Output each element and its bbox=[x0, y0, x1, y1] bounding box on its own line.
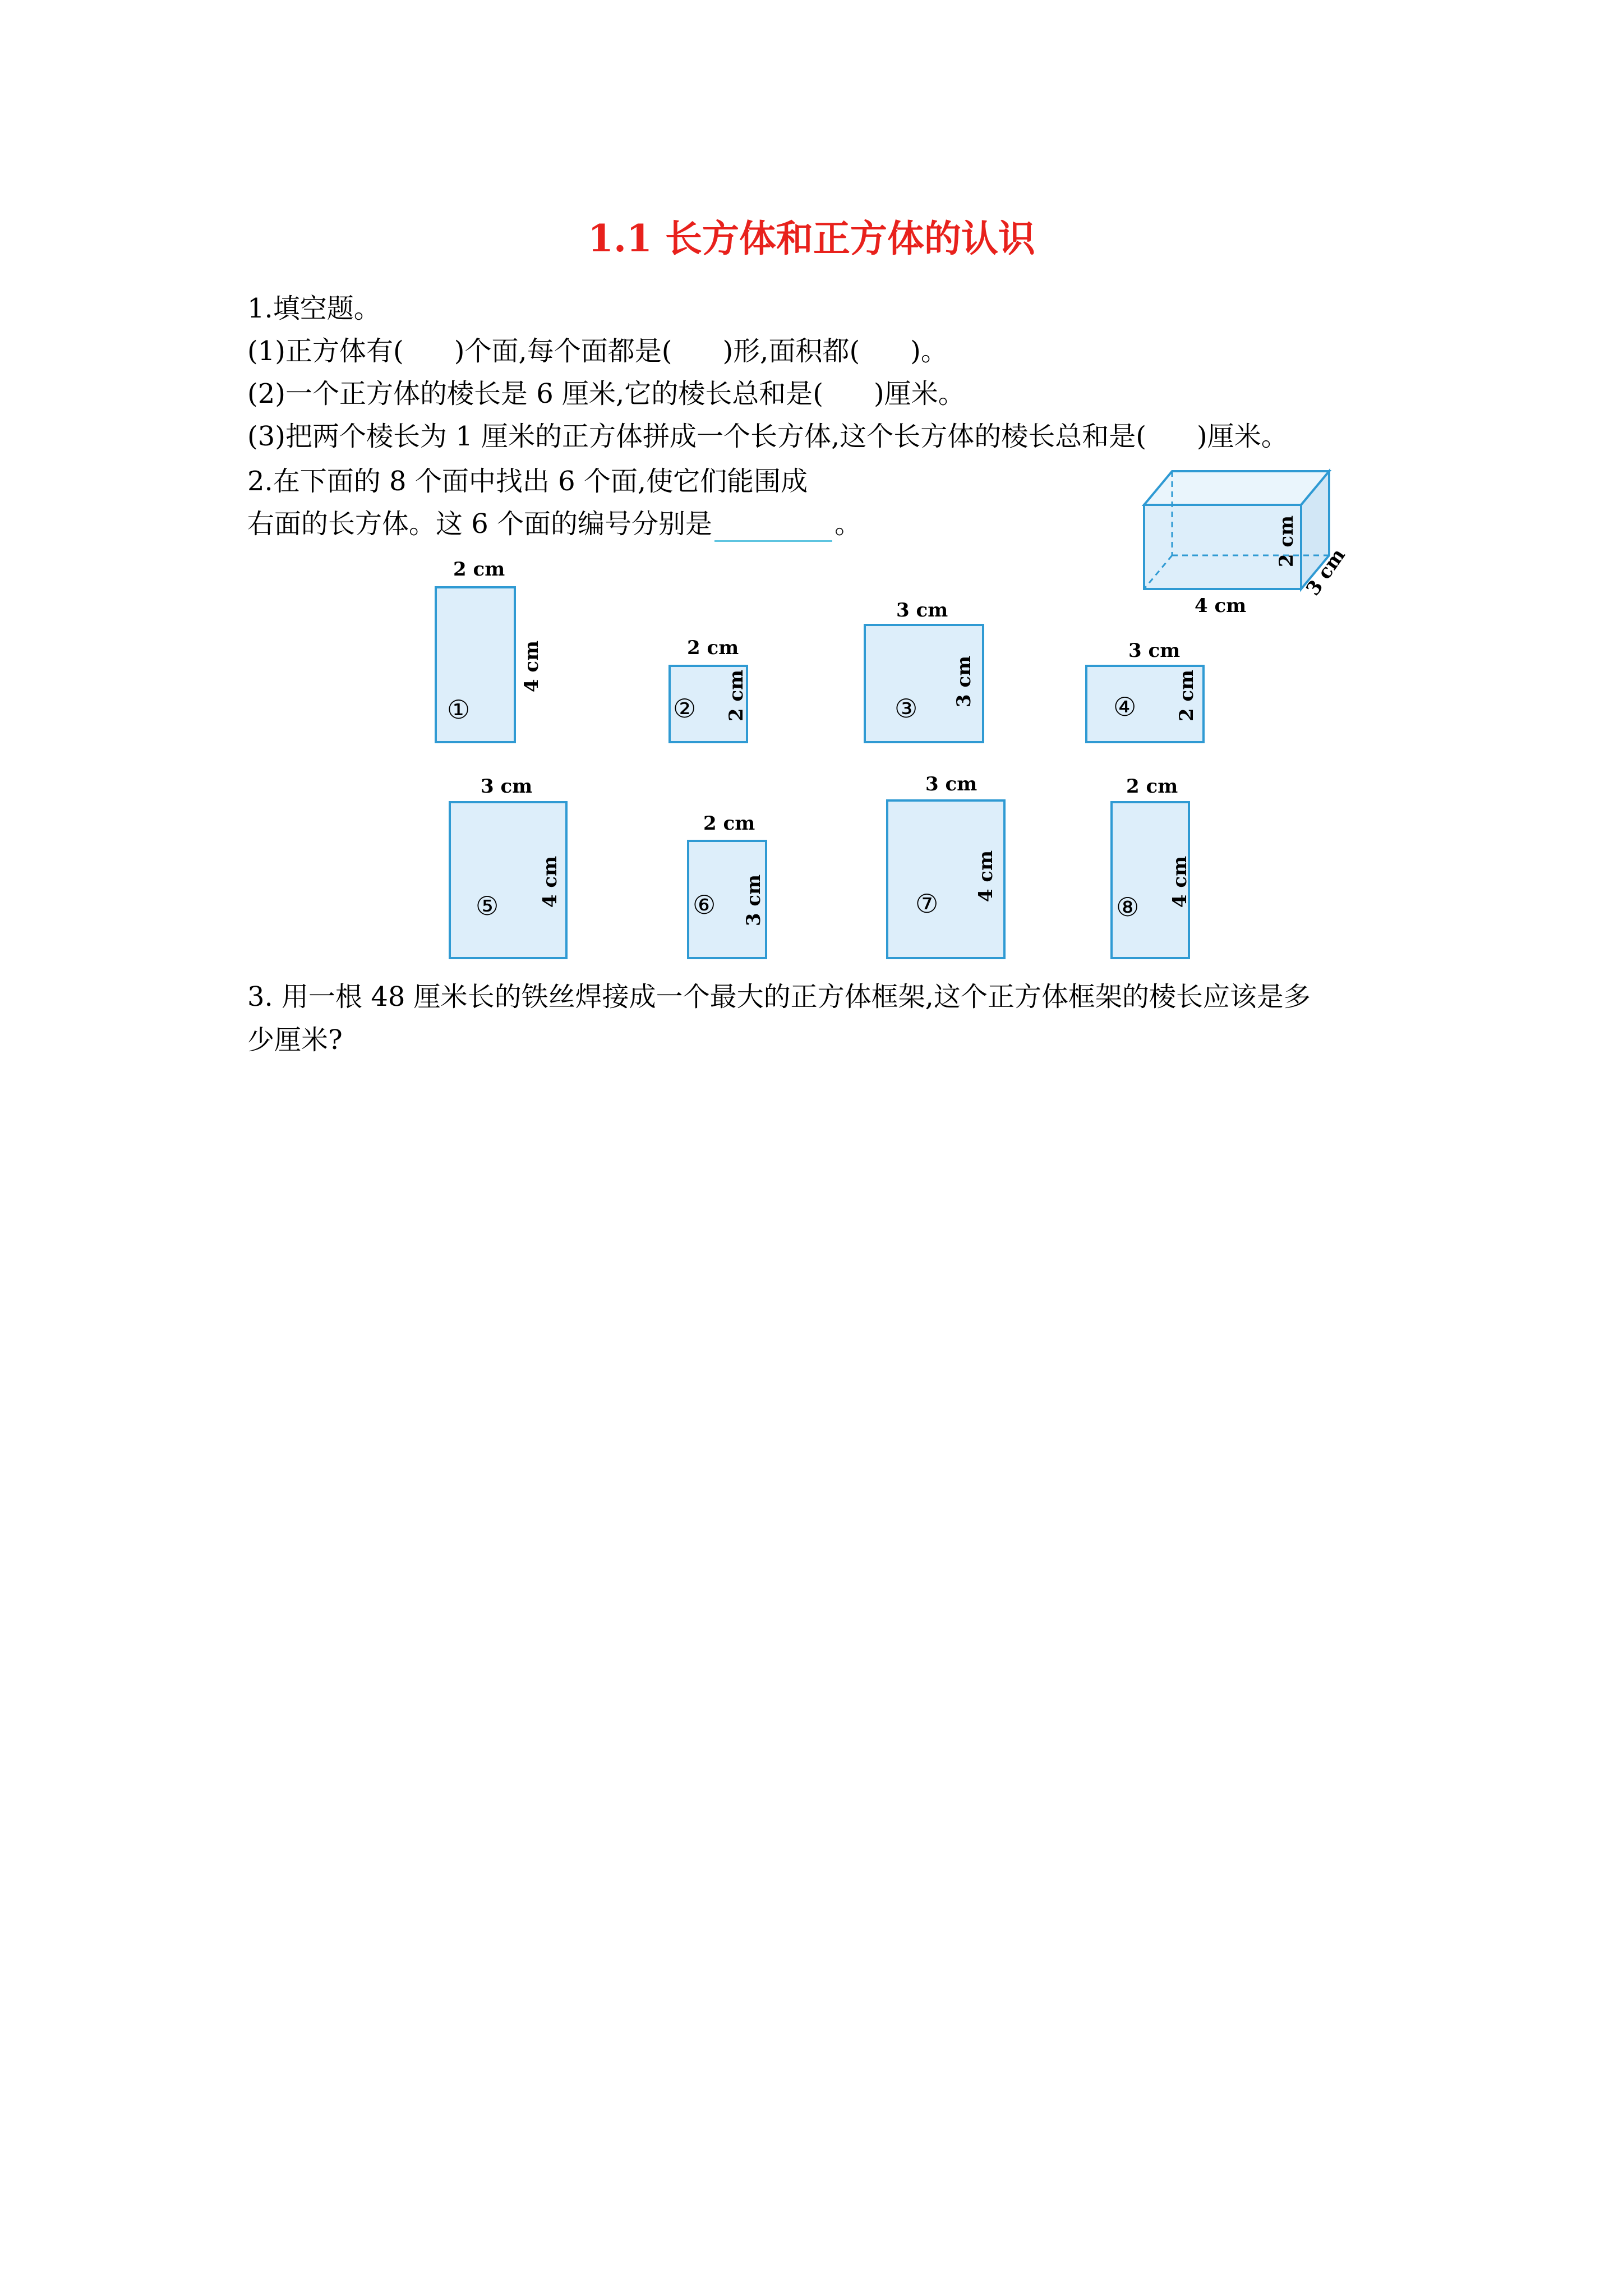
face-5-side-label: 4 cm bbox=[539, 855, 562, 908]
face-3-top-label: 3 cm bbox=[896, 599, 948, 622]
cuboid-length-label: 4 cm bbox=[1195, 595, 1247, 617]
q3-line1: 3. 用一根 48 厘米长的铁丝焊接成一个最大的正方体框架,这个正方体框架的棱长应该是多 bbox=[247, 981, 1311, 1013]
face-2-number: ② bbox=[673, 693, 697, 724]
cuboid-height-label: 2 cm bbox=[1275, 515, 1298, 568]
q1-heading: 1.填空题。 bbox=[247, 293, 381, 324]
face-8-top-label: 2 cm bbox=[1126, 775, 1178, 798]
q1-item-3: (3)把两个棱长为 1 厘米的正方体拼成一个长方体,这个长方体的棱长总和是( )厘米。 bbox=[247, 421, 1288, 452]
q2-line2: 右面的长方体。这 6 个面的编号分别是 。 bbox=[247, 506, 861, 542]
face-6-number: ⑥ bbox=[693, 890, 716, 920]
face-2-side-label: 2 cm bbox=[725, 669, 748, 722]
face-1-top-label: 2 cm bbox=[453, 558, 505, 581]
q1-item-1: (1)正方体有( )个面,每个面都是( )形,面积都( )。 bbox=[247, 335, 948, 367]
q3-line2: 少厘米? bbox=[247, 1024, 343, 1056]
face-3-side-label: 3 cm bbox=[953, 655, 976, 708]
face-4-side-label: 2 cm bbox=[1175, 669, 1198, 722]
q2-line1: 2.在下面的 8 个面中找出 6 个面,使它们能围成 bbox=[247, 466, 808, 497]
face-6-side-label: 3 cm bbox=[743, 874, 766, 927]
answer-line[interactable] bbox=[714, 518, 832, 542]
face-7-number: ⑦ bbox=[915, 889, 939, 919]
face-6-top-label: 2 cm bbox=[703, 812, 755, 835]
face-8-side-label: 4 cm bbox=[1169, 855, 1192, 908]
face-4-top-label: 3 cm bbox=[1128, 639, 1181, 662]
page-title: 1.1 长方体和正方体的认识 bbox=[588, 217, 1035, 260]
q1-item-2: (2)一个正方体的棱长是 6 厘米,它的棱长总和是( )厘米。 bbox=[247, 378, 965, 409]
face-1-number: ① bbox=[447, 694, 471, 725]
face-5-number: ⑤ bbox=[476, 891, 499, 921]
cuboid-width-label: 3 cm bbox=[1302, 544, 1350, 600]
face-1-side-label: 4 cm bbox=[520, 640, 543, 693]
face-4-number: ④ bbox=[1113, 692, 1137, 722]
face-7-side-label: 4 cm bbox=[975, 850, 998, 903]
face-7-top-label: 3 cm bbox=[925, 773, 978, 795]
face-8-number: ⑧ bbox=[1116, 892, 1140, 922]
face-3-number: ③ bbox=[895, 693, 918, 724]
face-2-top-label: 2 cm bbox=[687, 637, 739, 659]
face-5-top-label: 3 cm bbox=[481, 775, 533, 798]
